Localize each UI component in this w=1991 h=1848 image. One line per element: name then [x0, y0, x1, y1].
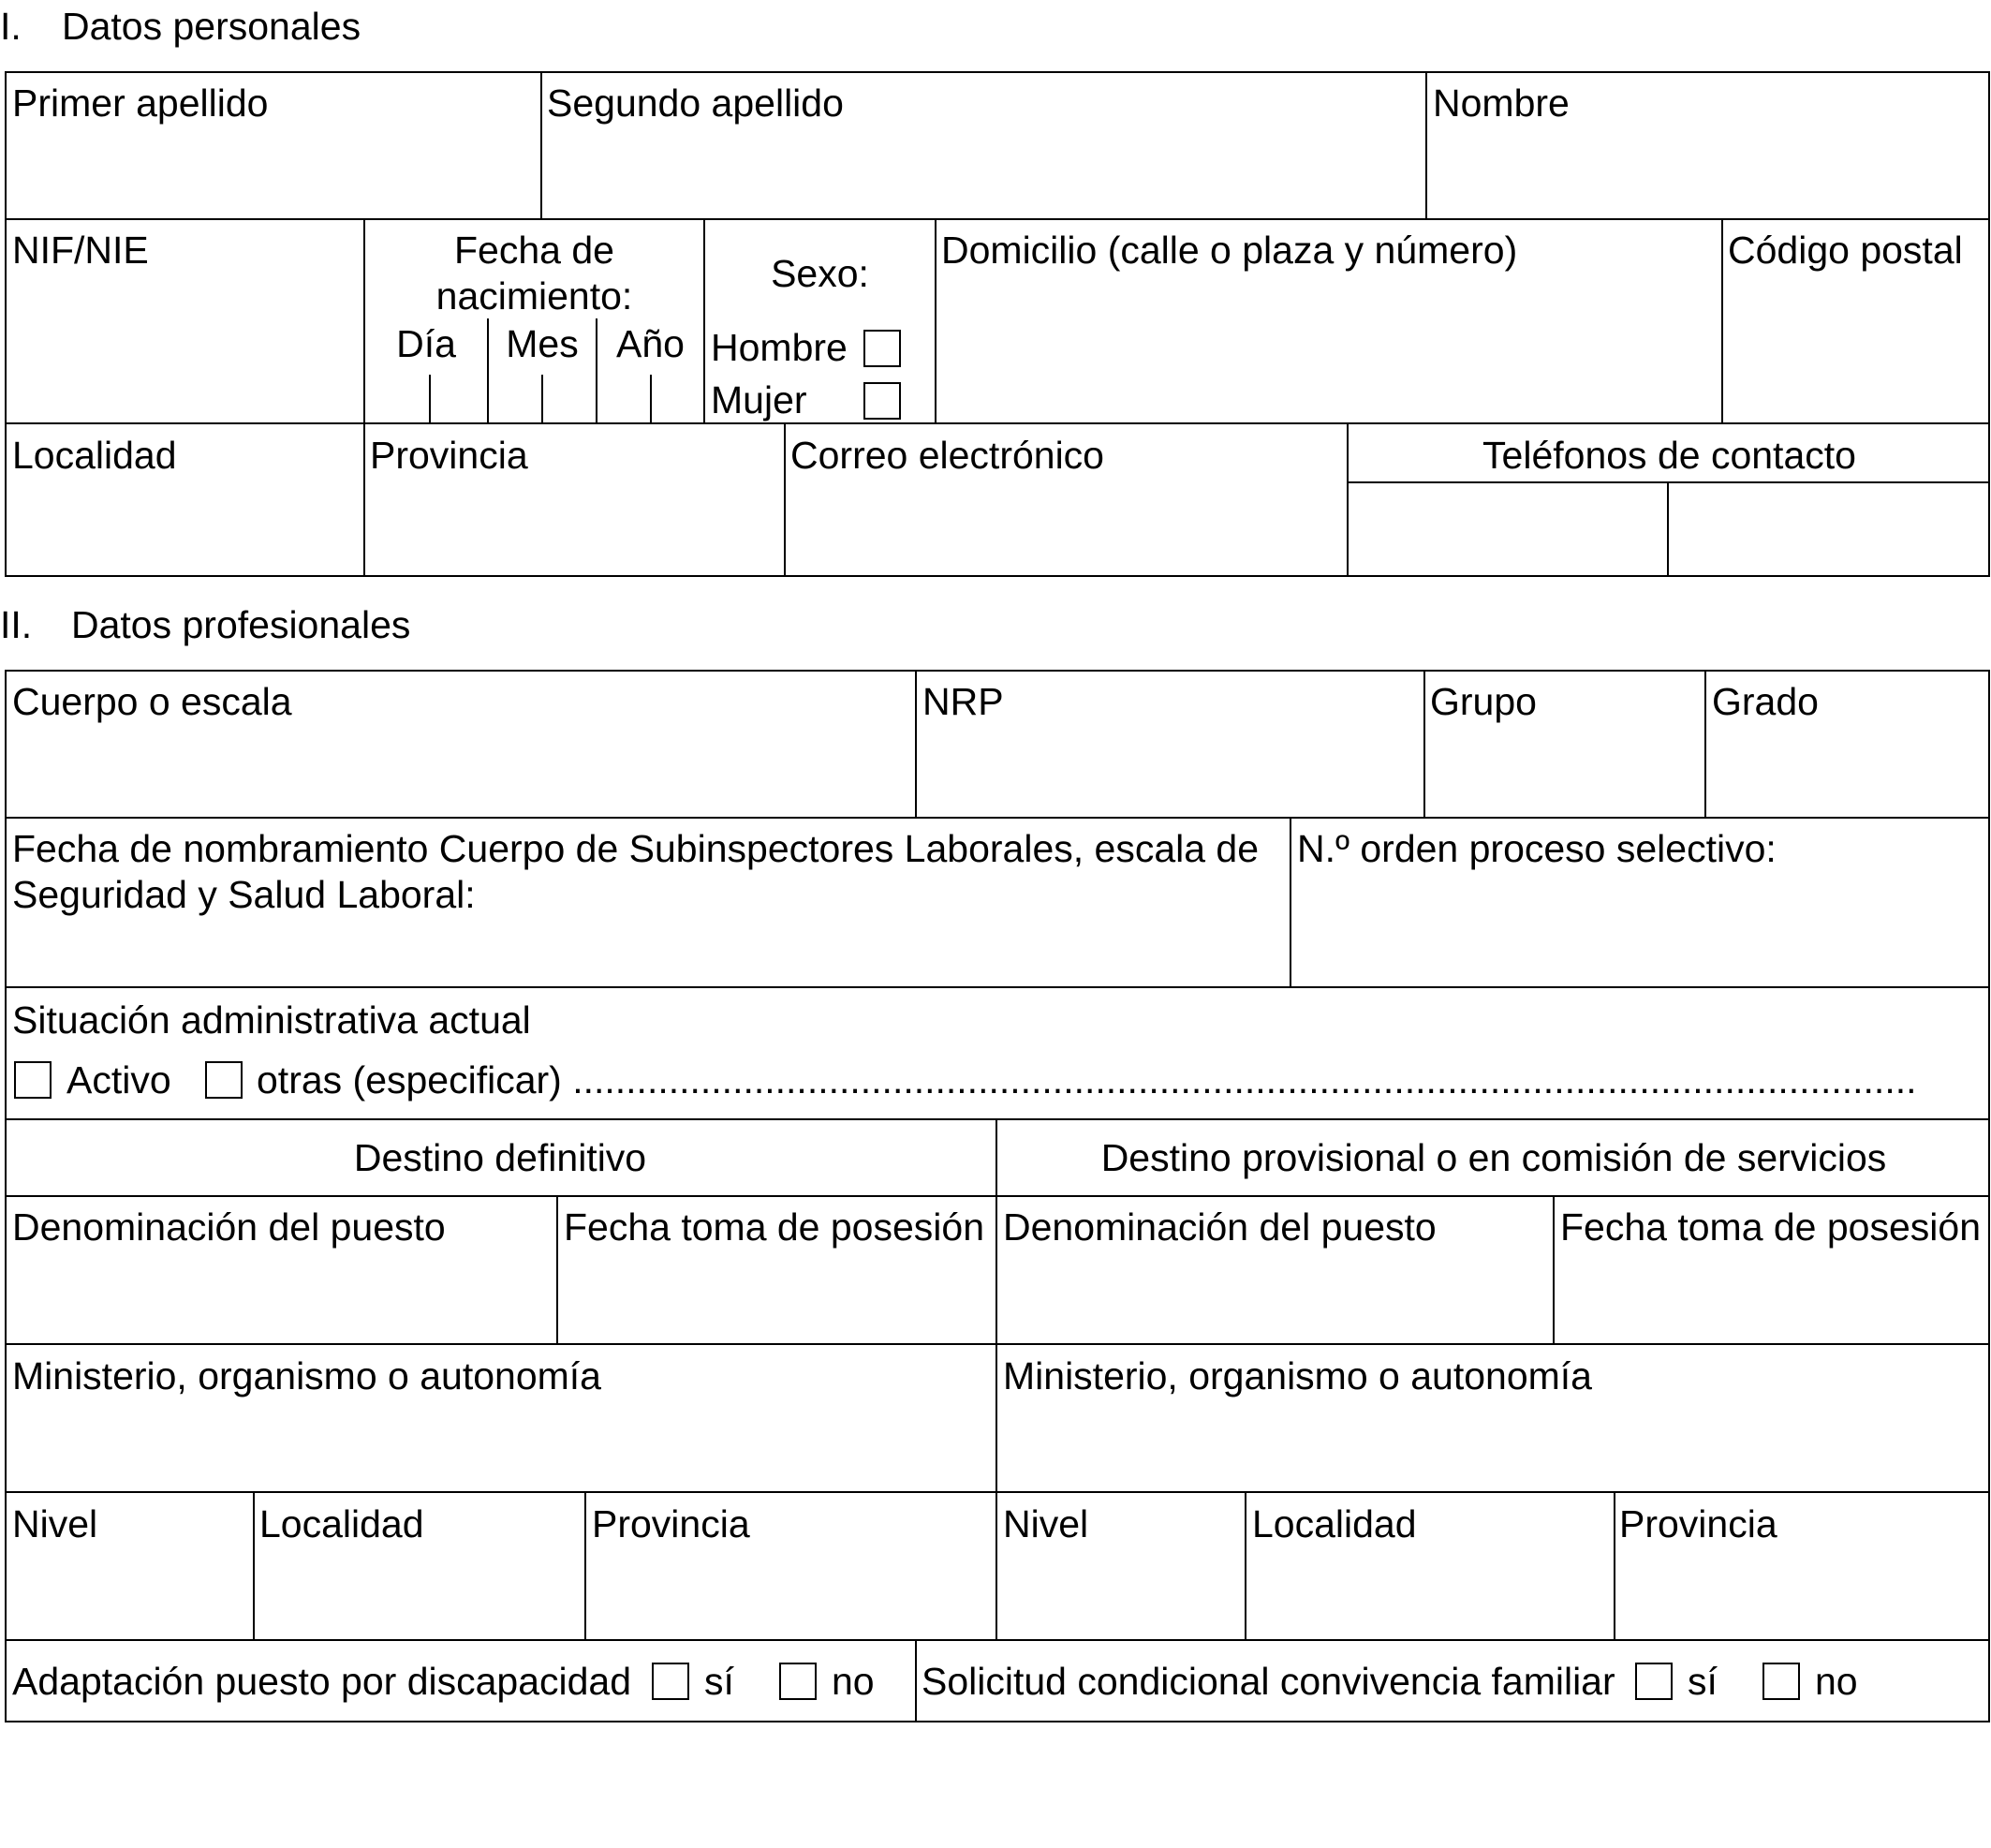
- orden-proceso-label: N.º orden proceso selectivo:: [1297, 827, 1777, 870]
- cell-divider: [556, 1195, 558, 1343]
- solicitud-label: Solicitud condicional convivencia familiar: [922, 1660, 1615, 1703]
- provincia-provisional-field[interactable]: [1617, 1553, 1987, 1636]
- sexo-label: Sexo:: [771, 252, 869, 295]
- mes-field[interactable]: [490, 375, 595, 421]
- cell-divider: [1245, 1491, 1246, 1639]
- fecha-toma-definitivo-field[interactable]: [560, 1255, 994, 1340]
- cell-divider: [703, 218, 705, 422]
- row-divider: [5, 1118, 1990, 1120]
- segundo-apellido-field[interactable]: [545, 131, 1423, 215]
- adaptacion-no-label: no: [832, 1660, 875, 1703]
- cuerpo-label: Cuerpo o escala: [12, 680, 292, 723]
- anio-label: Año: [616, 322, 685, 365]
- cell-divider: [1704, 670, 1706, 817]
- correo-label: Correo electrónico: [790, 434, 1104, 477]
- domicilio-field[interactable]: [938, 281, 1719, 420]
- ministerio-definitivo-field[interactable]: [7, 1405, 994, 1488]
- ministerio-provisional-label: Ministerio, organismo o autonomía: [1003, 1354, 1592, 1397]
- denominacion-definitivo-field[interactable]: [7, 1255, 554, 1340]
- cell-divider: [915, 1639, 917, 1722]
- nivel-definitivo-field[interactable]: [7, 1553, 251, 1636]
- domicilio-label: Domicilio (calle o plaza y número): [941, 229, 1518, 272]
- primer-apellido-label: Primer apellido: [12, 81, 269, 125]
- date-divider: [596, 318, 597, 422]
- telefono-1-field[interactable]: [1350, 485, 1665, 574]
- nif-field[interactable]: [7, 281, 361, 420]
- cell-divider: [363, 422, 365, 577]
- cell-divider: [996, 1491, 997, 1639]
- denominacion-provisional-label: Denominación del puesto: [1003, 1205, 1437, 1249]
- row-divider: [5, 1639, 1990, 1641]
- destino-definitivo-header: Destino definitivo: [353, 1136, 647, 1179]
- section-1-title: Datos personales: [62, 5, 361, 48]
- anio-field[interactable]: [598, 375, 702, 421]
- ministerio-definitivo-label: Ministerio, organismo o autonomía: [12, 1354, 601, 1397]
- cell-divider: [253, 1491, 255, 1639]
- solicitud-no-label: no: [1815, 1660, 1858, 1703]
- fecha-toma-definitivo-label: Fecha toma de posesión: [564, 1205, 984, 1249]
- adaptacion-si-label: sí: [704, 1660, 734, 1703]
- grado-field[interactable]: [1708, 731, 1987, 815]
- row-divider: [5, 817, 1990, 819]
- adaptacion-si-checkbox[interactable]: [652, 1663, 689, 1700]
- localidad-definitivo-label: Localidad: [259, 1502, 424, 1545]
- telefono-2-field[interactable]: [1671, 485, 1987, 574]
- cell-divider: [915, 670, 917, 817]
- provincia-definitivo-label: Provincia: [592, 1502, 750, 1545]
- hombre-label: Hombre: [711, 326, 848, 369]
- section-2-number: II.: [0, 603, 33, 646]
- row-divider: [5, 218, 1990, 220]
- cell-divider: [1614, 1491, 1615, 1639]
- telefonos-divider: [1667, 481, 1669, 577]
- adaptacion-label: Adaptación puesto por discapacidad: [12, 1660, 632, 1703]
- cell-divider: [935, 218, 937, 422]
- fecha-nacimiento-label: Fecha de: [454, 229, 614, 272]
- cell-divider: [1721, 218, 1723, 422]
- localidad-provisional-label: Localidad: [1252, 1502, 1417, 1545]
- fecha-nombramiento-field[interactable]: [7, 923, 1288, 983]
- section-2-title: Datos profesionales: [71, 603, 411, 646]
- fecha-nombramiento-label-2: Seguridad y Salud Laboral:: [12, 873, 476, 916]
- nombre-label: Nombre: [1433, 81, 1570, 125]
- activo-checkbox[interactable]: [14, 1061, 52, 1099]
- nivel-definitivo-label: Nivel: [12, 1502, 98, 1545]
- provincia-field[interactable]: [367, 482, 782, 574]
- row-divider: [5, 422, 1990, 424]
- nivel-provisional-field[interactable]: [999, 1553, 1243, 1636]
- section-1-number: I.: [0, 5, 22, 48]
- denominacion-definitivo-label: Denominación del puesto: [12, 1205, 446, 1249]
- segundo-apellido-label: Segundo apellido: [547, 81, 844, 125]
- cell-divider: [1290, 817, 1291, 986]
- cuerpo-field[interactable]: [7, 731, 912, 815]
- grupo-label: Grupo: [1430, 680, 1537, 723]
- orden-proceso-field[interactable]: [1293, 880, 1987, 983]
- localidad-field[interactable]: [7, 482, 361, 574]
- fecha-nacimiento-label-2: nacimiento:: [435, 274, 633, 318]
- dia-field[interactable]: [366, 375, 486, 421]
- destino-provisional-header: Destino provisional o en comisión de servicios: [1100, 1136, 1887, 1179]
- row-divider: [5, 1491, 1990, 1493]
- correo-field[interactable]: [788, 482, 1345, 574]
- cell-divider: [584, 1491, 586, 1639]
- nombre-field[interactable]: [1430, 131, 1987, 215]
- provincia-definitivo-field[interactable]: [588, 1553, 994, 1636]
- dia-label: Día: [396, 322, 456, 365]
- adaptacion-no-checkbox[interactable]: [779, 1663, 817, 1700]
- codigo-postal-field[interactable]: [1725, 281, 1987, 420]
- localidad-provisional-field[interactable]: [1248, 1553, 1612, 1636]
- grupo-field[interactable]: [1427, 731, 1703, 815]
- nivel-provisional-label: Nivel: [1003, 1502, 1089, 1545]
- cell-divider: [784, 422, 786, 577]
- localidad-definitivo-field[interactable]: [257, 1553, 583, 1636]
- nrp-label: NRP: [922, 680, 1004, 723]
- hombre-checkbox[interactable]: [863, 330, 901, 367]
- mujer-label: Mujer: [711, 378, 807, 421]
- situacion-label: Situación administrativa actual: [12, 998, 531, 1042]
- row-divider: [5, 986, 1990, 988]
- solicitud-si-label: sí: [1688, 1660, 1718, 1703]
- primer-apellido-field[interactable]: [7, 131, 538, 215]
- fecha-toma-provisional-field[interactable]: [1556, 1255, 1987, 1340]
- row-divider: [5, 1195, 1990, 1197]
- grado-label: Grado: [1712, 680, 1819, 723]
- localidad-label: Localidad: [12, 434, 177, 477]
- fecha-nombramiento-label: Fecha de nombramiento Cuerpo de Subinspectores Laborales, escala de: [12, 827, 1260, 870]
- provincia-provisional-label: Provincia: [1619, 1502, 1777, 1545]
- solicitud-no-checkbox[interactable]: [1762, 1663, 1800, 1700]
- telefonos-label: Teléfonos de contacto: [1482, 434, 1856, 477]
- ministerio-provisional-field[interactable]: [999, 1405, 1987, 1488]
- nrp-field[interactable]: [919, 731, 1422, 815]
- otras-checkbox[interactable]: [205, 1061, 243, 1099]
- otras-label: otras (especificar) ..............................................................................................................................: [257, 1058, 1917, 1101]
- provincia-label: Provincia: [370, 434, 528, 477]
- cell-divider: [1423, 670, 1425, 817]
- date-divider: [487, 318, 489, 422]
- fecha-toma-provisional-label: Fecha toma de posesión: [1560, 1205, 1981, 1249]
- mes-label: Mes: [506, 322, 579, 365]
- solicitud-si-checkbox[interactable]: [1635, 1663, 1673, 1700]
- cell-divider: [1553, 1195, 1555, 1343]
- codigo-postal-label: Código postal: [1728, 229, 1963, 272]
- denominacion-provisional-field[interactable]: [999, 1255, 1551, 1340]
- cell-divider: [540, 71, 542, 218]
- nif-label: NIF/NIE: [12, 229, 149, 272]
- cell-divider: [1425, 71, 1427, 218]
- row-divider: [5, 1343, 1990, 1345]
- activo-label: Activo: [66, 1058, 171, 1101]
- mujer-checkbox[interactable]: [863, 382, 901, 420]
